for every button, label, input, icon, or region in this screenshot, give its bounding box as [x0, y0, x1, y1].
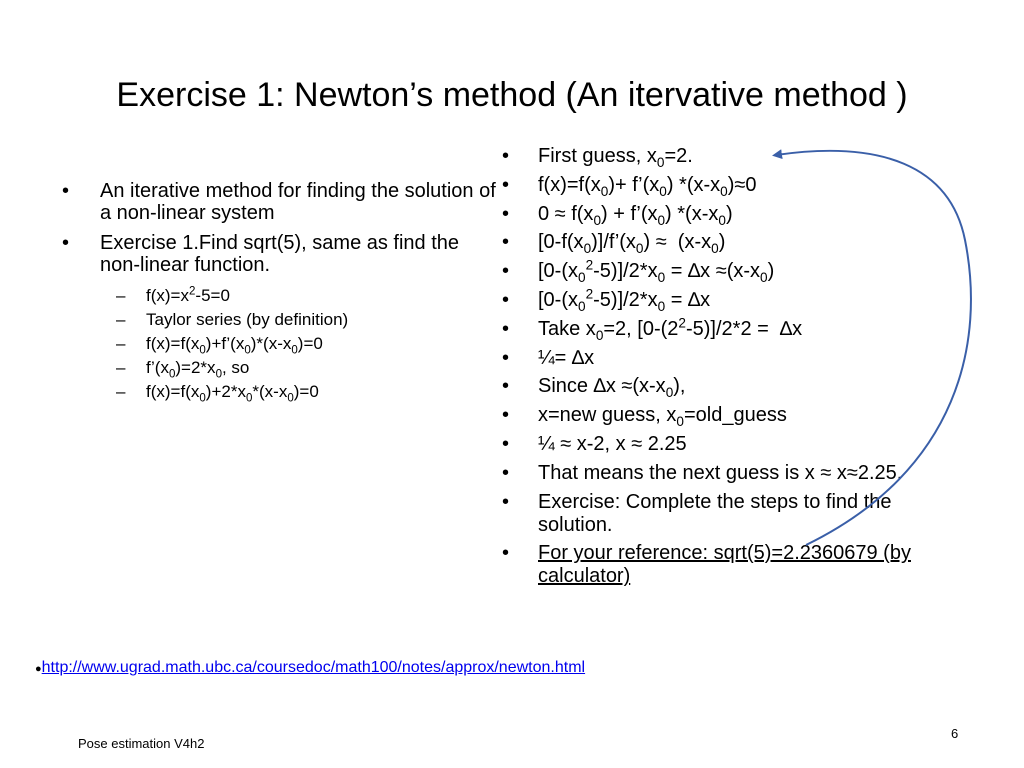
right-bullet	[498, 286, 948, 314]
left-sub-bullet-text: $f(x)=x^2-5=0$	[146, 285, 230, 305]
reference-link-note	[35, 656, 586, 681]
dash-marker: –	[116, 310, 126, 329]
left-bullet-text: An iterative method for finding the solution of a non-linear system	[100, 180, 496, 224]
right-column	[498, 145, 948, 594]
page-number: 6	[951, 726, 959, 741]
left-bullet-list	[58, 180, 498, 276]
bullet-marker: •	[502, 346, 510, 369]
right-bullet	[498, 491, 948, 537]
bullet-marker: •	[502, 145, 510, 167]
left-sub-bullet	[58, 356, 498, 380]
left-sub-bullet-list	[58, 284, 498, 404]
right-bullet-list	[498, 145, 948, 588]
right-bullet	[498, 315, 948, 343]
right-bullet	[498, 375, 948, 401]
right-bullet-text: $[0-(x_0^2-5)]/2*x_0 = \Delta x \approx(x-x_0)$	[538, 257, 775, 286]
reference-text: For your reference: sqrt(5)=2.2360679 (by calculator)	[538, 542, 911, 588]
dash-marker: –	[116, 334, 126, 353]
left-sub-bullet	[58, 332, 498, 356]
reference-link[interactable]: http://www.ugrad.math.ubc.ca/coursedoc/math100/notes/approx/newton.html	[41, 659, 586, 676]
bullet-marker: •	[502, 260, 510, 283]
bullet-marker: •	[502, 461, 510, 484]
dash-marker: –	[116, 358, 126, 377]
right-bullet	[498, 203, 948, 226]
left-bullet	[58, 232, 498, 276]
left-column	[58, 180, 498, 404]
right-bullet	[498, 231, 948, 257]
left-sub-bullet	[58, 284, 498, 308]
right-bullet	[498, 145, 948, 168]
right-bullet-text: $f(x)=f(x_0)+$ $f’(x_0)$ $*(x-x_0)\approx 0$	[538, 173, 757, 199]
left-sub-bullet	[58, 308, 498, 332]
right-bullet-text: Exercise: Complete the steps to find the solution.	[538, 490, 892, 536]
bullet-marker: •	[62, 180, 70, 202]
left-sub-bullet-text: Taylor series (by definition)	[146, 310, 349, 329]
right-bullet-text: First guess, $x_0=2$.	[538, 145, 693, 170]
bullet-marker: •	[502, 542, 510, 565]
bullet-marker: •	[502, 432, 510, 455]
right-bullet	[498, 257, 948, 286]
left-sub-bullet-text: $f(x)=f(x_0)+f’(x_0)*(x-x_0)=0$	[146, 334, 323, 357]
reference-bullet	[498, 542, 948, 588]
right-bullet-text: $[0-(x_0^2-5)]/2*x_0 = \Delta x$	[538, 286, 711, 314]
right-bullet-text: That means the next guess is x ≈ x≈2.25.	[538, 461, 903, 484]
right-bullet	[498, 174, 948, 197]
bullet-marker: •	[502, 317, 510, 340]
bullet-marker: •	[502, 404, 510, 427]
left-sub-bullet	[58, 380, 498, 404]
bullet-marker: •	[62, 232, 70, 254]
left-sub-bullet-text: $f(x)=f(x_0)+2*x_0*(x-x_0)=0$	[146, 382, 319, 405]
dash-marker: –	[116, 286, 126, 305]
right-bullet-text: $0 \approx f(x_0)$ + $f’(x_0)$ $*(x-x_0)$	[538, 202, 733, 228]
slide-title: Exercise 1: Newton’s method (An itervative method )	[116, 76, 908, 114]
dash-marker: –	[116, 382, 126, 401]
bullet-marker: •	[502, 202, 510, 225]
right-bullet-text: Since $\Delta x \approx(x-x_0)$,	[538, 375, 686, 401]
bullet-marker: •	[502, 375, 510, 398]
bullet-marker: •	[502, 173, 510, 196]
right-bullet	[498, 433, 948, 456]
right-bullet-text: ¼ ≈ x-2, x ≈ 2.25	[538, 432, 687, 455]
bullet-marker: •	[502, 490, 510, 513]
right-bullet	[498, 462, 948, 485]
left-bullet	[58, 180, 498, 224]
bullet-marker: •	[502, 288, 510, 311]
right-bullet	[498, 404, 948, 430]
left-bullet-text: Exercise 1.Find sqrt(5), same as find the non-linear function.	[100, 232, 460, 276]
slide-footer: Pose estimation V4h2	[78, 736, 205, 751]
left-sub-bullet-text: $f’(x_0)=2*x_0$, so	[146, 358, 250, 381]
right-bullet	[498, 347, 948, 370]
right-bullet-text: x=new guess, $x_0=old\_guess$	[538, 404, 787, 430]
link-bullet: ●	[35, 663, 42, 675]
right-bullet-text: ¼= ∆x	[538, 346, 595, 369]
right-bullet-text: Take $x_0=2$, $[0-(2^2-5)]/2*2 = \Delta x$	[538, 315, 803, 343]
right-bullet-text: $[0-f(x_0)]/f’(x_0) \approx (x-x_0)$	[538, 231, 726, 257]
bullet-marker: •	[502, 231, 510, 254]
